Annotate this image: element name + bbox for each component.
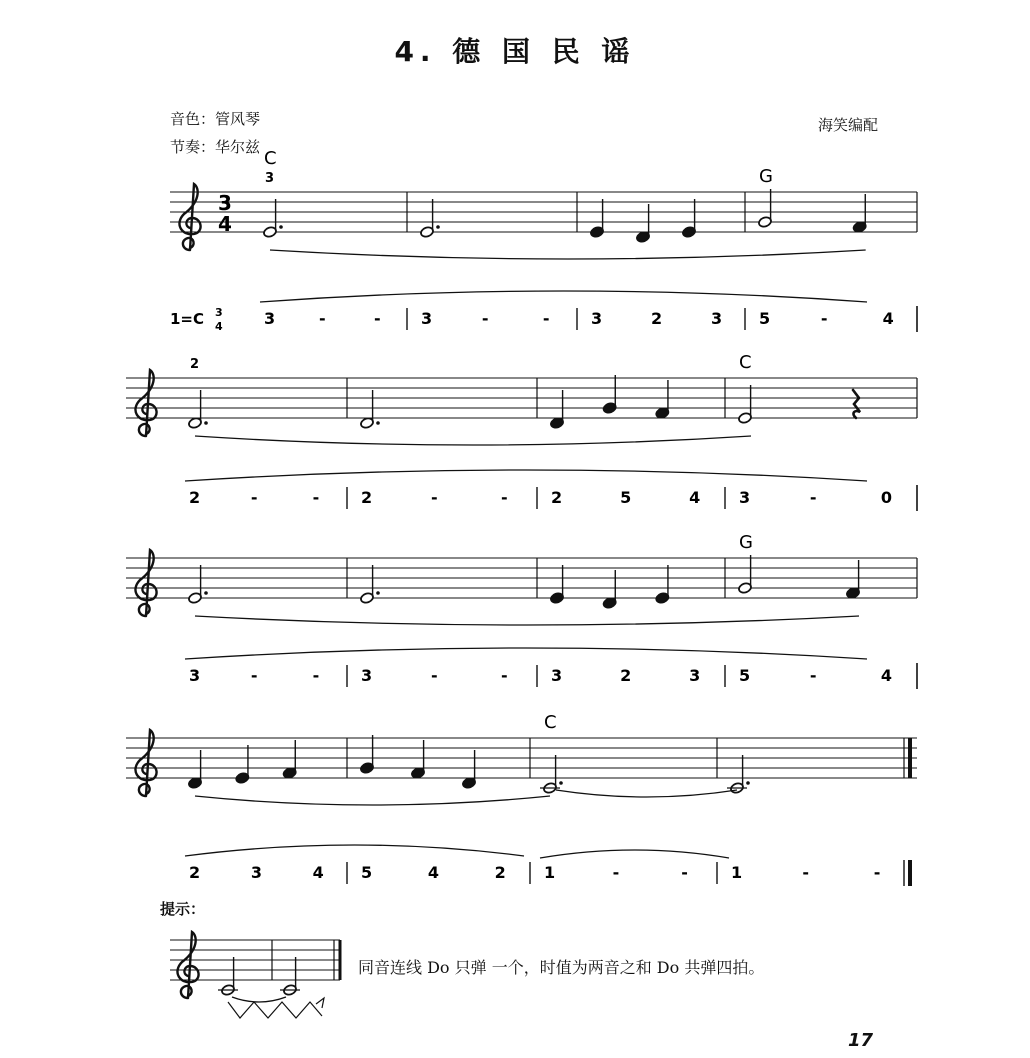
- jianpu-slur: [185, 470, 867, 481]
- jianpu-dash: -: [431, 488, 438, 507]
- note-dot: [204, 421, 208, 425]
- chord-symbol: C: [264, 148, 277, 169]
- jianpu-digit: 5: [739, 666, 751, 685]
- jianpu-digit: 2: [361, 488, 373, 507]
- jianpu-digit: 2: [620, 666, 632, 685]
- tie-slur: [556, 790, 737, 797]
- jianpu-digit: 2: [189, 863, 201, 882]
- jianpu-slur: [185, 648, 867, 659]
- arranger-label: 海笑编配: [818, 116, 879, 134]
- jianpu-digit: 2: [651, 309, 663, 328]
- jianpu-digit: 3: [711, 309, 723, 328]
- jianpu-digit: 3: [361, 666, 373, 685]
- jianpu-digit: 5: [759, 309, 771, 328]
- jianpu-digit: 4: [882, 309, 894, 328]
- jianpu-dash: -: [820, 309, 828, 328]
- zigzag-beat-icon: [228, 1002, 322, 1018]
- note-dot: [746, 781, 750, 785]
- jianpu-digit: 3: [689, 666, 701, 685]
- phrase-slur: [195, 436, 751, 445]
- jianpu-digit: 4: [312, 863, 324, 882]
- jianpu-dash: -: [431, 666, 438, 685]
- jianpu-dash: -: [312, 666, 320, 685]
- jianpu-digit: 3: [421, 309, 433, 328]
- jianpu-digit: 3: [264, 309, 276, 328]
- jianpu-digit: 0: [880, 488, 892, 507]
- jianpu-digit: 3: [739, 488, 751, 507]
- jianpu-digit: 3: [189, 666, 201, 685]
- jianpu-dash: -: [681, 863, 688, 882]
- jianpu-digit: 2: [494, 863, 506, 882]
- treble-clef-icon: [179, 184, 200, 250]
- jianpu-digit: 3: [551, 666, 563, 685]
- jianpu-time-bottom: 4: [215, 320, 223, 333]
- jianpu-dash: -: [542, 309, 550, 328]
- jianpu-dash: -: [319, 309, 326, 328]
- jianpu-digit: 1: [544, 863, 556, 882]
- note-dot: [436, 225, 440, 229]
- jianpu-digit: 4: [880, 666, 892, 685]
- jianpu-digit: 2: [189, 488, 201, 507]
- time-signature-bottom: 4: [218, 212, 232, 236]
- arrow-head-icon: [316, 998, 324, 1008]
- jianpu-dash: -: [312, 488, 320, 507]
- treble-clef-icon: [135, 730, 156, 796]
- note-dot: [376, 591, 380, 595]
- treble-clef-icon: [135, 370, 156, 436]
- jianpu-dash: -: [501, 666, 508, 685]
- jianpu-dash: -: [250, 488, 258, 507]
- jianpu-dash: -: [802, 863, 810, 882]
- jianpu-digit: 1: [731, 863, 743, 882]
- hint-tie: [232, 997, 286, 1002]
- time-signature-top: 3: [218, 191, 232, 215]
- note-dot: [376, 421, 380, 425]
- fingering-number: 3: [265, 171, 275, 186]
- note-dot: [279, 225, 283, 229]
- page-number: 17: [848, 1030, 874, 1051]
- jianpu-digit: 5: [620, 488, 632, 507]
- jianpu-dash: -: [374, 309, 381, 328]
- chord-symbol: C: [739, 352, 752, 373]
- hint-label: 提示：: [160, 900, 206, 918]
- page-title: 4. 德 国 民 谣: [394, 35, 636, 68]
- timbre-label: 音色：管风琴: [170, 110, 261, 128]
- jianpu-digit: 4: [689, 488, 701, 507]
- jianpu-dash: -: [481, 309, 489, 328]
- phrase-slur: [195, 616, 859, 625]
- quarter-rest-icon: [853, 390, 860, 418]
- chord-symbol: G: [739, 532, 753, 553]
- jianpu-slur: [185, 845, 524, 856]
- jianpu-time-top: 3: [215, 306, 223, 319]
- jianpu-dash: -: [250, 666, 258, 685]
- jianpu-digit: 5: [361, 863, 373, 882]
- key-label: 1=C: [170, 310, 205, 328]
- jianpu-digit: 2: [551, 488, 563, 507]
- treble-clef-icon: [177, 932, 198, 998]
- jianpu-dash: -: [809, 666, 817, 685]
- phrase-slur: [270, 250, 866, 259]
- fingering-number: 2: [190, 357, 200, 372]
- rhythm-label: 节奏：华尔兹: [170, 138, 261, 156]
- jianpu-dash: -: [873, 863, 881, 882]
- treble-clef-icon: [135, 550, 156, 616]
- jianpu-digit: 3: [591, 309, 603, 328]
- note-dot: [559, 781, 563, 785]
- jianpu-slur: [260, 291, 867, 302]
- jianpu-dash: -: [612, 863, 620, 882]
- jianpu-dash: -: [809, 488, 817, 507]
- hint-text: 同音连线 Do 只弹 一个，时值为两音之和 Do 共弹四拍。: [358, 958, 765, 977]
- jianpu-dash: -: [501, 488, 508, 507]
- jianpu-tie: [540, 850, 729, 858]
- jianpu-digit: 3: [250, 863, 262, 882]
- note-dot: [204, 591, 208, 595]
- chord-symbol: G: [759, 166, 773, 187]
- chord-symbol: C: [544, 712, 557, 733]
- phrase-slur: [195, 796, 550, 805]
- jianpu-digit: 4: [427, 863, 439, 882]
